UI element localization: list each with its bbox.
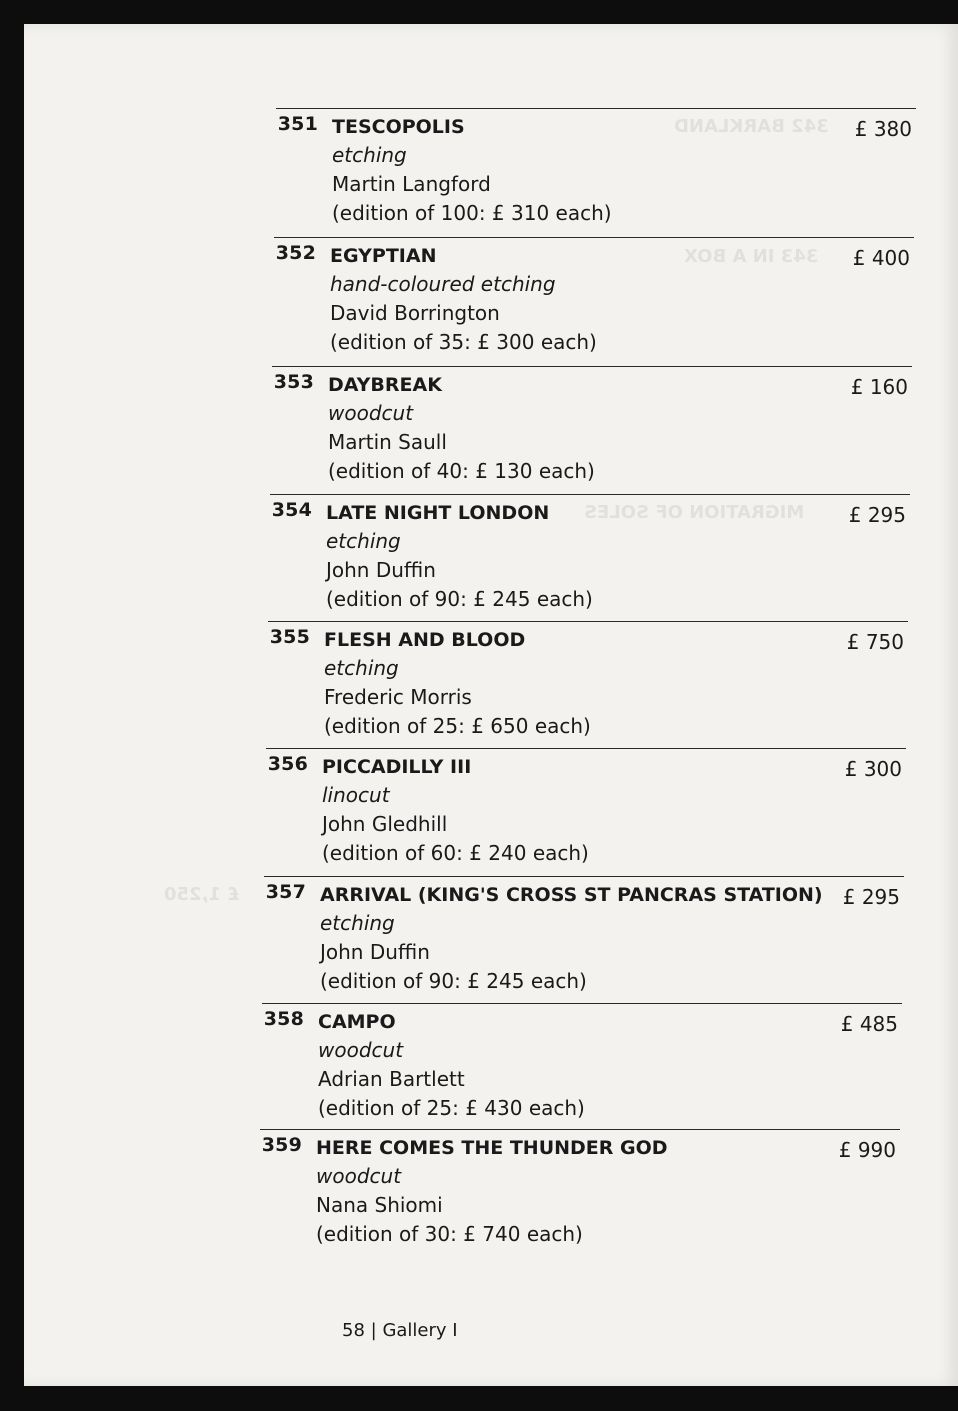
entry-price: £ 160 <box>850 375 908 399</box>
show-through-text: 342 BARKLAND <box>674 116 829 137</box>
entry-edition: (edition of 30: £ 740 each) <box>316 1222 583 1246</box>
entry-artist: Martin Langford <box>332 172 491 196</box>
footer-separator: | <box>370 1320 377 1341</box>
entry-number: 354 <box>271 499 312 521</box>
catalogue-entry <box>272 366 912 483</box>
entry-number: 356 <box>267 753 308 775</box>
entry-number: 358 <box>263 1008 304 1030</box>
show-through-text: £ 1,250 <box>164 884 240 905</box>
entry-number: 351 <box>277 113 318 135</box>
entry-medium: etching <box>320 911 395 935</box>
entry-price: £ 485 <box>840 1012 898 1036</box>
entry-title: TESCOPOLIS <box>332 116 465 138</box>
entry-title: PICCADILLY III <box>322 756 472 778</box>
entry-edition: (edition of 40: £ 130 each) <box>328 459 595 483</box>
entry-artist: Frederic Morris <box>324 685 472 709</box>
section-name: Gallery I <box>382 1320 458 1341</box>
entry-medium: woodcut <box>318 1038 404 1062</box>
show-through-text: 343 IN A BOX <box>684 246 819 267</box>
entry-edition: (edition of 90: £ 245 each) <box>326 587 593 611</box>
entry-medium: woodcut <box>328 401 414 425</box>
entry-number: 355 <box>269 626 310 648</box>
entry-edition: (edition of 100: £ 310 each) <box>332 201 612 225</box>
entry-artist: David Borrington <box>330 301 500 325</box>
entry-medium: linocut <box>322 783 390 807</box>
entry-medium: woodcut <box>316 1164 402 1188</box>
entry-edition: (edition of 60: £ 240 each) <box>322 841 589 865</box>
entry-artist: John Duffin <box>320 940 430 964</box>
catalogue-entry <box>260 1129 900 1246</box>
entry-artist: Adrian Bartlett <box>318 1067 465 1091</box>
entry-title: FLESH AND BLOOD <box>324 629 526 651</box>
entry-number: 352 <box>275 242 316 264</box>
entry-price: £ 380 <box>854 117 912 141</box>
entry-title: DAYBREAK <box>328 374 442 396</box>
catalogue-entry <box>264 876 904 993</box>
entry-medium: hand-coloured etching <box>330 272 556 296</box>
entry-price: £ 300 <box>844 757 902 781</box>
entry-number: 353 <box>273 371 314 393</box>
catalogue-entry <box>266 748 906 865</box>
entry-medium: etching <box>324 656 399 680</box>
entry-medium: etching <box>326 529 401 553</box>
entry-title: HERE COMES THE THUNDER GOD <box>316 1137 668 1159</box>
catalogue-page <box>24 24 958 1386</box>
entry-artist: John Duffin <box>326 558 436 582</box>
entry-artist: John Gledhill <box>322 812 448 836</box>
entry-title: ARRIVAL (KING'S CROSS ST PANCRAS STATION) <box>320 884 823 906</box>
entry-price: £ 990 <box>838 1138 896 1162</box>
show-through-text: MIGRATION OF SOLES <box>584 502 805 523</box>
entry-price: £ 295 <box>848 503 906 527</box>
entry-price: £ 400 <box>852 246 910 270</box>
catalogue-entry <box>268 621 908 738</box>
entry-artist: Nana Shiomi <box>316 1193 443 1217</box>
page-footer <box>342 1320 458 1341</box>
entry-artist: Martin Saull <box>328 430 447 454</box>
entry-edition: (edition of 25: £ 430 each) <box>318 1096 585 1120</box>
entry-number: 359 <box>261 1134 302 1156</box>
entry-medium: etching <box>332 143 407 167</box>
entry-title: EGYPTIAN <box>330 245 437 267</box>
entry-edition: (edition of 35: £ 300 each) <box>330 330 597 354</box>
entry-number: 357 <box>265 881 306 903</box>
catalogue-entry <box>262 1003 902 1120</box>
entry-edition: (edition of 25: £ 650 each) <box>324 714 591 738</box>
entry-price: £ 750 <box>846 630 904 654</box>
entry-title: CAMPO <box>318 1011 396 1033</box>
entry-title: LATE NIGHT LONDON <box>326 502 550 524</box>
page-number: 58 <box>342 1320 365 1341</box>
entry-price: £ 295 <box>842 885 900 909</box>
entry-edition: (edition of 90: £ 245 each) <box>320 969 587 993</box>
